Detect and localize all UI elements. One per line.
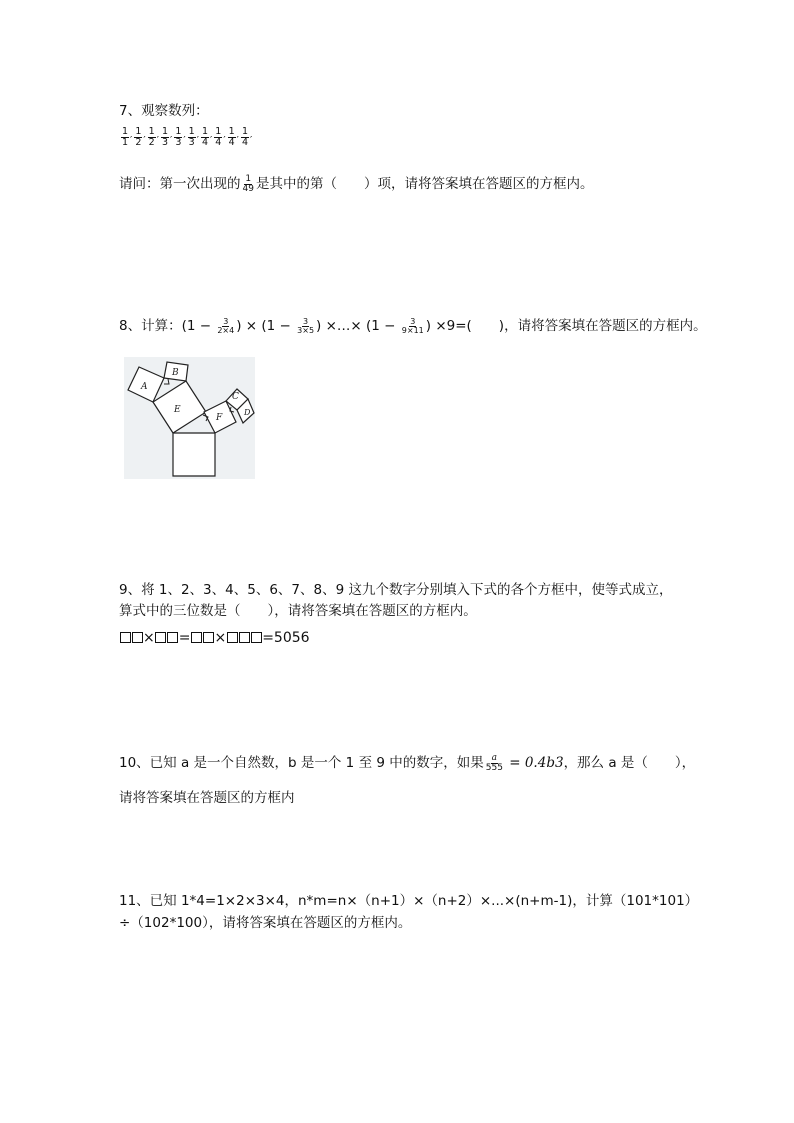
q8-open: (1 −	[181, 318, 216, 334]
q10-fraction: $\frac{a}{555}$	[485, 752, 503, 773]
q8-fraction-1: $\frac{3}{2\times 4}$	[217, 316, 235, 335]
q10-line-2: 请将答案填在答题区的方框内	[119, 790, 295, 806]
sequence-fraction: $\frac{1}{3}$	[175, 126, 182, 148]
label-b: B	[172, 368, 179, 378]
sequence-separator: ′	[223, 135, 226, 146]
sequence-separator: ′	[236, 135, 239, 146]
q8-mid-1: ) × (1 −	[236, 318, 296, 334]
equation-result: =5056	[262, 630, 310, 646]
answer-box	[120, 632, 131, 643]
q8-prefix: 8、计算：	[119, 318, 182, 334]
label-c: C	[232, 392, 239, 402]
sequence-separator: ′	[183, 135, 186, 146]
q7-fraction: $\frac{1}{49}$	[242, 173, 254, 194]
right-angle-marker-top	[164, 379, 169, 384]
answer-box	[167, 632, 178, 643]
times-sign: ×	[214, 630, 227, 646]
answer-box	[191, 632, 202, 643]
q7-sequence	[120, 127, 253, 147]
q11-line-1: 11、已知 1*4=1×2×3×4，n*m=n×（n+1）×（n+2）×...×(n+m-1)，计算（101*101）	[119, 893, 699, 909]
q11-line-2: ÷（102*100），请将答案填在答题区的方框内。	[119, 915, 412, 931]
q9-equation	[119, 630, 310, 646]
q10-three: 3	[554, 755, 564, 771]
sequence-fraction: $\frac{1}{4}$	[201, 126, 209, 148]
q8-mid-2: ) ×…× (1 −	[316, 318, 400, 334]
label-d: D	[244, 408, 251, 417]
sequence-fraction: $\frac{1}{3}$	[161, 126, 169, 148]
q10-eq: = 0.4	[504, 755, 547, 771]
sequence-fraction: $\frac{1}{1}$	[122, 126, 129, 148]
sequence-separator: ′	[170, 135, 173, 146]
q7-question-before: 请问：第一次出现的	[119, 176, 241, 192]
pythagoras-square-figure	[124, 357, 255, 479]
sequence-separator: ′	[156, 135, 159, 146]
sequence-fraction: $\frac{1}{2}$	[148, 126, 155, 148]
answer-box	[203, 632, 214, 643]
sequence-fraction: $\frac{1}{2}$	[135, 126, 142, 148]
q10-before: 10、已知 a 是一个自然数，b 是一个 1 至 9 中的数字，如果	[119, 755, 484, 771]
q10-line-1	[119, 751, 695, 773]
sequence-separator: ′	[130, 135, 133, 146]
sequence-separator: ′	[210, 135, 213, 146]
q8-question	[119, 314, 707, 335]
q8-suffix: ) ×9=( )，请将答案填在答题区的方框内。	[425, 318, 707, 334]
sequence-fraction: $\frac{1}{4}$	[228, 126, 235, 148]
sequence-fraction: $\frac{1}{4}$	[215, 126, 222, 148]
figure-svg	[124, 357, 255, 479]
q7-question	[119, 172, 593, 194]
bottom-square	[173, 433, 215, 476]
q7-title: 7、观察数列：	[119, 103, 209, 119]
sequence-fraction: $\frac{1}{4}$	[241, 126, 248, 148]
label-a: A	[141, 382, 148, 392]
sequence-separator: ′	[250, 135, 253, 146]
answer-box	[132, 632, 143, 643]
q9-line-2: 算式中的三位数是（ ），请将答案填在答题区的方框内。	[119, 603, 477, 619]
q8-fraction-2: $\frac{3}{3\times 5}$	[297, 316, 315, 335]
sequence-separator: ′	[143, 135, 146, 146]
answer-box	[239, 632, 250, 643]
answer-box	[155, 632, 166, 643]
sequence-fraction: $\frac{1}{3}$	[188, 126, 195, 148]
label-f: F	[216, 413, 223, 423]
sequence-separator: ′	[196, 135, 199, 146]
q8-fraction-3: $\frac{3}{9\times 11}$	[401, 316, 424, 335]
q9-line-1: 9、将 1、2、3、4、5、6、7、8、9 这九个数字分别填入下式的各个方框中，使等式成立，	[119, 582, 673, 598]
q7-question-after: 是其中的第（ ）项，请将答案填在答题区的方框内。	[255, 176, 594, 192]
label-e: E	[174, 405, 181, 415]
q10-after: ，那么 a 是（ ），	[563, 755, 696, 771]
q10-b: b	[546, 755, 555, 771]
equals-sign: =	[178, 630, 191, 646]
answer-box	[251, 632, 262, 643]
answer-box	[227, 632, 238, 643]
times-sign: ×	[143, 630, 155, 646]
